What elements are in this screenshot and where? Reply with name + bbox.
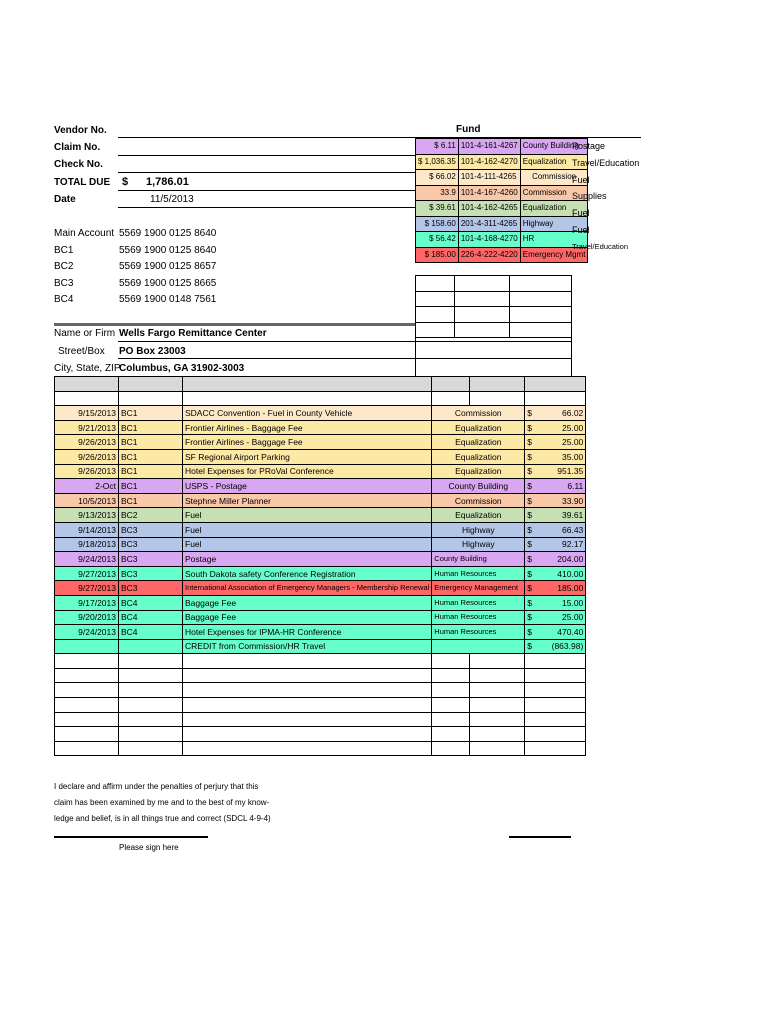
item-department: Equalization: [432, 449, 525, 464]
account-number: 5569 1900 0125 8665: [119, 277, 217, 289]
item-department: County Building: [432, 552, 525, 567]
fund-dept: Equalization: [520, 201, 588, 217]
empty-cell[interactable]: [525, 654, 586, 669]
item-date: 9/15/2013: [55, 406, 119, 421]
item-amount-cell: [525, 464, 586, 479]
empty-cell[interactable]: [183, 741, 432, 756]
table-spacer-row: [55, 391, 586, 406]
city-label: City, State, ZIP: [54, 363, 121, 374]
item-amount-cell: [525, 406, 586, 421]
item-date: 9/21/2013: [55, 420, 119, 435]
fund-amount: $ 56.42: [416, 232, 459, 248]
item-amount: 66.02: [562, 407, 584, 418]
item-description: SF Regional Airport Parking: [183, 449, 432, 464]
item-date: [55, 639, 119, 654]
city-value[interactable]: Columbus, GA 31902-3003: [119, 363, 245, 374]
fund-category: Fuel: [572, 225, 590, 235]
empty-cell[interactable]: [55, 741, 119, 756]
street-label: Street/Box: [58, 346, 105, 357]
empty-cell[interactable]: [183, 712, 432, 727]
table-row: [55, 537, 586, 552]
table-row: [55, 508, 586, 523]
item-amount: 33.90: [562, 495, 584, 506]
item-amount: 410.00: [557, 568, 584, 579]
fund-row: [416, 154, 588, 170]
item-amount: 204.00: [557, 553, 584, 564]
fund-row: [416, 232, 588, 248]
date-label: Date: [54, 194, 76, 205]
item-amount-cell: [525, 449, 586, 464]
item-description: Frontier Airlines - Baggage Fee: [183, 435, 432, 450]
item-description: Frontier Airlines - Baggage Fee: [183, 420, 432, 435]
name-value[interactable]: Wells Fargo Remittance Center: [119, 328, 267, 339]
item-currency: $: [527, 539, 533, 550]
table-row: [55, 449, 586, 464]
declaration-line-3: ledge and belief, is in all things true and correct (SDCL 4-9-4): [54, 814, 271, 823]
item-date: 9/14/2013: [55, 522, 119, 537]
fund-dept: Commission: [520, 185, 588, 201]
empty-cell[interactable]: [432, 741, 470, 756]
fund-row: [416, 185, 588, 201]
fund-amount: 33.9: [416, 185, 459, 201]
item-card: BC1: [119, 493, 183, 508]
item-currency: $: [527, 583, 533, 594]
item-date: 9/24/2013: [55, 625, 119, 640]
table-row: [55, 625, 586, 640]
item-description: Hotel Expenses for PRoVal Conference: [183, 464, 432, 479]
fund-category: Travel/Education: [572, 241, 629, 251]
empty-cell[interactable]: [55, 727, 119, 742]
empty-cell[interactable]: [432, 698, 470, 713]
item-amount-cell: [525, 522, 586, 537]
item-amount-cell: [525, 639, 586, 654]
item-amount: 35.00: [562, 451, 584, 462]
item-department: Human Resources: [432, 625, 525, 640]
table-row: [55, 435, 586, 450]
table-row: [55, 522, 586, 537]
item-card: BC3: [119, 566, 183, 581]
account-label: BC2: [54, 261, 74, 273]
fund-category: Postage: [572, 141, 606, 151]
item-currency: $: [527, 437, 533, 448]
item-currency: $: [527, 524, 533, 535]
item-currency: $: [527, 612, 533, 623]
account-number: 5569 1900 0125 8640: [119, 244, 217, 256]
empty-cell[interactable]: [119, 683, 183, 698]
item-department: Equalization: [432, 435, 525, 450]
empty-cell[interactable]: [470, 668, 525, 683]
declaration-line-2: claim has been examined by me and to the best of my know-: [54, 798, 270, 807]
empty-cell[interactable]: [525, 727, 586, 742]
payee-line-1: [118, 341, 571, 342]
item-description: Baggage Fee: [183, 610, 432, 625]
item-currency: $: [527, 553, 533, 564]
item-card: BC1: [119, 449, 183, 464]
total-due-label: TOTAL DUE: [54, 177, 111, 188]
empty-cell[interactable]: [470, 698, 525, 713]
fund-category: Fuel: [572, 208, 590, 219]
fund-code: 101-4-162-4270: [458, 154, 520, 170]
empty-cell[interactable]: [119, 712, 183, 727]
item-card: BC1: [119, 435, 183, 450]
item-date: 9/20/2013: [55, 610, 119, 625]
empty-row: [55, 727, 586, 742]
empty-cell[interactable]: [119, 741, 183, 756]
empty-cell[interactable]: [119, 668, 183, 683]
item-amount: 951.35: [557, 466, 584, 477]
item-date: 10/5/2013: [55, 493, 119, 508]
fund-category: Travel/Education: [572, 157, 640, 168]
total-due-currency: $: [122, 176, 129, 188]
fund-table: [415, 138, 588, 263]
empty-cell[interactable]: [55, 668, 119, 683]
fund-amount: $ 66.02: [416, 170, 459, 186]
item-description: CREDIT from Commission/HR Travel: [183, 639, 432, 654]
item-date: 9/18/2013: [55, 537, 119, 552]
item-card: BC3: [119, 537, 183, 552]
item-description: Hotel Expenses for IPMA-HR Conference: [183, 625, 432, 640]
item-description: South Dakota safety Conference Registration: [183, 566, 432, 581]
empty-cell[interactable]: [432, 712, 470, 727]
table-row: [55, 406, 586, 421]
table-row: [55, 464, 586, 479]
item-amount-cell: [525, 625, 586, 640]
item-amount: (863.98): [551, 641, 584, 652]
fund-amount: $ 6.11: [416, 139, 459, 155]
table-row: [55, 479, 586, 494]
item-department: Equalization: [432, 508, 525, 523]
account-number: 5569 1900 0148 7561: [119, 294, 217, 306]
account-number: 5569 1900 0125 8657: [119, 261, 217, 273]
item-date: 9/27/2013: [55, 581, 119, 596]
date-value[interactable]: 11/5/2013: [150, 194, 194, 205]
item-description: Baggage Fee: [183, 595, 432, 610]
table-row: [55, 566, 586, 581]
item-description: Fuel: [183, 508, 432, 523]
item-department: Equalization: [432, 420, 525, 435]
empty-cell[interactable]: [183, 683, 432, 698]
fund-empty-rows: [415, 275, 572, 338]
fund-code: 226-4-222-4220: [458, 247, 520, 263]
empty-cell[interactable]: [119, 727, 183, 742]
item-department: Human Resources: [432, 595, 525, 610]
declaration-line-1: I declare and affirm under the penalties of perjury that this: [54, 782, 259, 791]
item-date: 2-Oct: [55, 479, 119, 494]
table-row: [55, 420, 586, 435]
vendor-no-field[interactable]: [118, 137, 415, 138]
item-card: BC1: [119, 479, 183, 494]
item-department: Commission: [432, 406, 525, 421]
empty-cell[interactable]: [470, 741, 525, 756]
item-card: BC1: [119, 464, 183, 479]
empty-cell[interactable]: [432, 727, 470, 742]
fund-dept: Highway: [520, 216, 588, 232]
fund-amount: $ 158.60: [416, 216, 459, 232]
street-value[interactable]: PO Box 23003: [119, 346, 186, 357]
empty-cell[interactable]: [55, 683, 119, 698]
vendor-no-label: Vendor No.: [54, 125, 107, 136]
empty-cell[interactable]: [525, 683, 586, 698]
item-description: Fuel: [183, 537, 432, 552]
total-due-value: 1,786.01: [146, 176, 189, 188]
item-currency: $: [527, 568, 533, 579]
fund-category: Supplies: [572, 191, 607, 202]
item-amount: 66.43: [562, 524, 584, 535]
total-due-field[interactable]: [118, 190, 415, 191]
item-department: Commission: [432, 493, 525, 508]
item-date: 9/24/2013: [55, 552, 119, 567]
item-date: 9/26/2013: [55, 435, 119, 450]
line-items-table: [54, 376, 586, 756]
item-currency: $: [527, 480, 533, 491]
item-currency: $: [527, 422, 533, 433]
empty-cell[interactable]: [525, 698, 586, 713]
item-description: Stephne Miller Planner: [183, 493, 432, 508]
fund-amount: $ 39.61: [416, 201, 459, 217]
item-department: County Building: [432, 479, 525, 494]
item-card: BC1: [119, 420, 183, 435]
fund-code: 101-4-167-4260: [458, 185, 520, 201]
item-amount-cell: [525, 566, 586, 581]
empty-cell[interactable]: [432, 654, 470, 669]
empty-row: [55, 683, 586, 698]
table-row: [55, 595, 586, 610]
account-label: BC3: [54, 277, 74, 289]
table-row: [55, 581, 586, 596]
item-department: Human Resources: [432, 566, 525, 581]
empty-cell[interactable]: [55, 698, 119, 713]
signature-line-1[interactable]: [54, 836, 208, 838]
table-row: [55, 610, 586, 625]
item-department: Emergency Management: [432, 581, 525, 596]
fund-label: Fund: [456, 124, 481, 135]
item-amount-cell: [525, 508, 586, 523]
item-amount: 25.00: [562, 612, 584, 623]
item-description: Fuel: [183, 522, 432, 537]
account-number: 5569 1900 0125 8640: [119, 228, 217, 239]
item-amount: 39.61: [562, 510, 584, 521]
fund-dept: Equalization: [520, 154, 588, 170]
item-card: BC4: [119, 610, 183, 625]
empty-cell[interactable]: [432, 683, 470, 698]
item-date: 9/17/2013: [55, 595, 119, 610]
item-currency: $: [527, 597, 533, 608]
item-currency: $: [527, 626, 533, 637]
table-header-row: [55, 377, 586, 392]
item-date: 9/13/2013: [55, 508, 119, 523]
empty-cell[interactable]: [470, 727, 525, 742]
item-amount: 25.00: [562, 422, 584, 433]
item-currency: $: [527, 641, 533, 652]
empty-row: [55, 698, 586, 713]
fund-amount: $ 185.00: [416, 247, 459, 263]
check-no-label: Check No.: [54, 159, 103, 170]
empty-cell[interactable]: [55, 712, 119, 727]
empty-cell[interactable]: [183, 668, 432, 683]
fund-row: [416, 201, 588, 217]
claim-no-field[interactable]: [118, 155, 415, 156]
empty-cell[interactable]: [525, 668, 586, 683]
account-label: Main Account: [54, 228, 115, 239]
item-date: 9/26/2013: [55, 464, 119, 479]
fund-dept: Emergency Mgmt: [520, 247, 588, 263]
item-currency: $: [527, 407, 533, 418]
item-card: BC1: [119, 406, 183, 421]
item-amount-cell: [525, 420, 586, 435]
empty-row: [55, 741, 586, 756]
empty-row: [55, 668, 586, 683]
accounts-divider: [54, 323, 415, 326]
item-description: International Association of Emergency Managers - Membership Renewal: [183, 581, 432, 596]
account-label: BC1: [54, 244, 74, 256]
item-amount: 15.00: [562, 597, 584, 608]
fund-dept: County Building: [520, 139, 588, 155]
item-date: 9/27/2013: [55, 566, 119, 581]
item-amount-cell: [525, 581, 586, 596]
empty-cell[interactable]: [525, 712, 586, 727]
item-description: Postage: [183, 552, 432, 567]
date-field-line: [118, 207, 415, 208]
item-card: BC4: [119, 595, 183, 610]
item-card: BC2: [119, 508, 183, 523]
fund-code: 101-4-168-4270: [458, 232, 520, 248]
empty-cell[interactable]: [470, 712, 525, 727]
item-currency: $: [527, 510, 533, 521]
empty-cell[interactable]: [470, 683, 525, 698]
item-description: USPS - Postage: [183, 479, 432, 494]
empty-cell[interactable]: [55, 654, 119, 669]
item-amount-cell: [525, 595, 586, 610]
item-department: Equalization: [432, 464, 525, 479]
payee-divider-v1: [415, 324, 416, 376]
empty-cell[interactable]: [432, 668, 470, 683]
item-department: Highway: [432, 537, 525, 552]
signature-line-2[interactable]: [509, 836, 571, 838]
fund-row: [416, 170, 588, 186]
item-department: Human Resources: [432, 610, 525, 625]
fund-code: 101-4-111-4265: [458, 170, 520, 186]
table-row: [55, 493, 586, 508]
empty-cell[interactable]: [183, 654, 432, 669]
item-amount: 25.00: [562, 437, 584, 448]
item-amount-cell: [525, 493, 586, 508]
item-card: BC3: [119, 552, 183, 567]
fund-row: [416, 247, 588, 263]
payee-divider-v2: [571, 324, 572, 376]
item-amount-cell: [525, 479, 586, 494]
empty-cell[interactable]: [119, 654, 183, 669]
empty-cell[interactable]: [183, 727, 432, 742]
claim-no-label: Claim No.: [54, 142, 101, 153]
item-currency: $: [527, 495, 533, 506]
table-row: [55, 639, 586, 654]
item-amount-cell: [525, 537, 586, 552]
item-card: BC3: [119, 522, 183, 537]
empty-row: [55, 712, 586, 727]
fund-code: 101-4-162-4265: [458, 201, 520, 217]
fund-dept: Commission: [520, 170, 588, 186]
item-amount: 470.40: [557, 626, 584, 637]
empty-cell[interactable]: [183, 698, 432, 713]
fund-row: [416, 139, 588, 155]
empty-cell[interactable]: [470, 654, 525, 669]
item-currency: $: [527, 466, 533, 477]
item-card: BC3: [119, 581, 183, 596]
payee-line-2: [118, 358, 571, 359]
item-description: SDACC Convention - Fuel in County Vehicle: [183, 406, 432, 421]
fund-dept: HR: [520, 232, 588, 248]
account-label: BC4: [54, 294, 74, 306]
item-amount: 6.11: [567, 480, 584, 491]
item-card: [119, 639, 183, 654]
item-currency: $: [527, 451, 533, 462]
fund-category: Fuel: [572, 174, 590, 185]
empty-row: [55, 654, 586, 669]
check-no-field[interactable]: [118, 172, 415, 173]
empty-cell[interactable]: [525, 741, 586, 756]
fund-code: 101-4-161-4267: [458, 139, 520, 155]
item-department: [432, 639, 525, 654]
item-amount-cell: [525, 552, 586, 567]
item-amount-cell: [525, 435, 586, 450]
item-date: 9/26/2013: [55, 449, 119, 464]
item-department: Highway: [432, 522, 525, 537]
fund-amount: $ 1,036.35: [416, 154, 459, 170]
fund-code: 201-4-311-4265: [458, 216, 520, 232]
item-card: BC4: [119, 625, 183, 640]
empty-cell[interactable]: [119, 698, 183, 713]
fund-row: [416, 216, 588, 232]
name-label: Name or Firm: [54, 328, 116, 339]
please-sign-label: Please sign here: [119, 843, 179, 852]
item-amount-cell: [525, 610, 586, 625]
item-amount: 185.00: [557, 583, 584, 594]
table-row: [55, 552, 586, 567]
item-amount: 92.17: [562, 539, 584, 550]
